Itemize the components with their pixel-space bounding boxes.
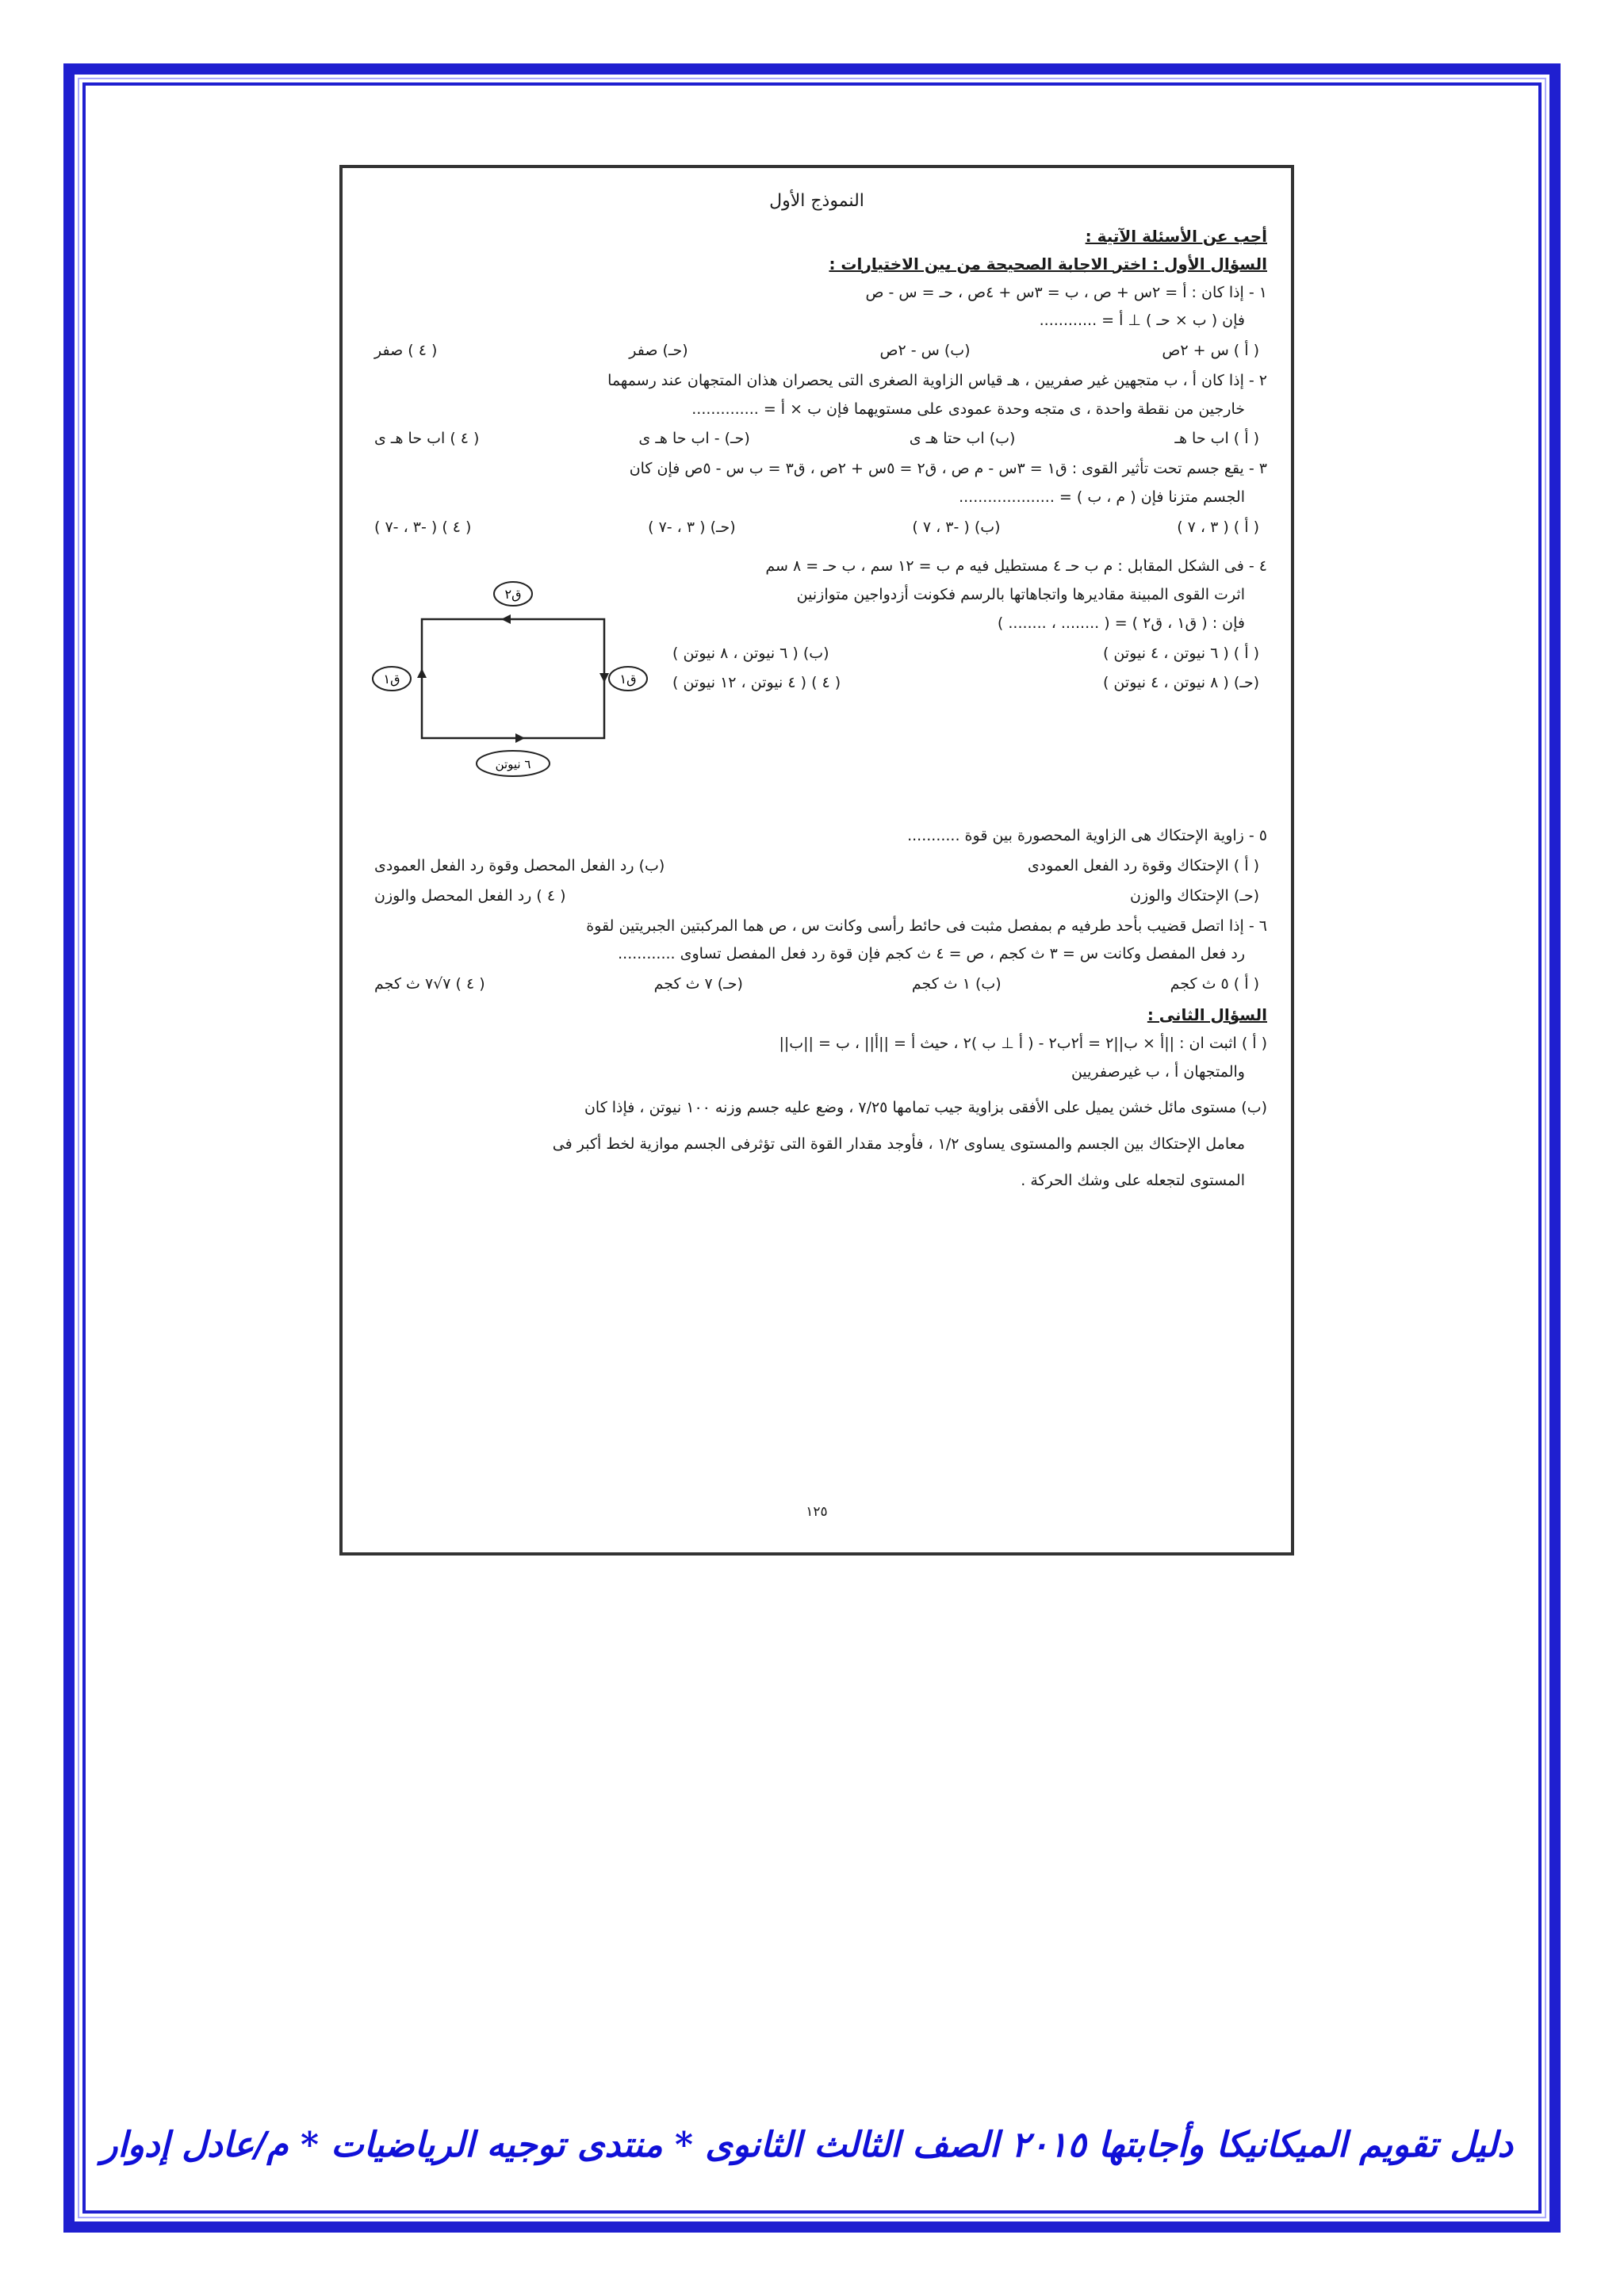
item4-options-row1: [672, 645, 1259, 664]
item6-option-b: (ب) ١ ث كجم: [911, 975, 1002, 993]
figure-label-bottom: ٦ نيوتن: [495, 757, 531, 772]
item3-line1: ٣ - يقع جسم تحت تأثير القوى : ق١ = ٣س - م ص ، ق٢ = ٥س + ٢ص ، ق٣ = ب س - ٥ص فإن كان: [629, 460, 1267, 477]
figure-arrow-left: [417, 668, 427, 678]
item2-line1: ٢ - إذا كان أ ، ب متجهين غير صفريين ، هـ قياس الزاوية الصغرى التى يحصران هذان المتجهان عند رسمهما: [607, 371, 1267, 389]
item3-option-a: ( أ ) ( ٣ ، ٧ ): [1177, 518, 1259, 536]
q1-heading: السؤال الأول : اختر الاجابة الصحيحة من بين الاختيارات :: [829, 254, 1267, 274]
q2b-line1: (ب) مستوى مائل خشن يميل على الأفقى بزاوية جيب تمامها ٧/٢٥ ، وضع عليه جسم وزنه ١٠٠ نيوتن ، فإذا كان: [584, 1099, 1267, 1117]
item3-option-c: (حـ) ( ٣ ، -٧ ): [648, 518, 736, 536]
item6-line1: ٦ - إذا اتصل قضيب بأحد طرفيه م بمفصل مثبت فى حائط رأسى وكانت س ، ص هما المركبتين الجبريتين لقوة: [586, 916, 1267, 935]
item2-option-a: ( أ ) اب حا هـ: [1174, 430, 1259, 448]
item5-option-b: (ب) رد الفعل المحصل وقوة رد الفعل العمودى: [374, 857, 665, 874]
item2-line2: خارجين من نقطة واحدة ، ى متجه وحدة عمودى على مستويهما فإن ب × أ = ..............: [691, 400, 1245, 418]
item6-option-d: ( ٤ ) ٧√٧ ث كجم: [374, 975, 485, 993]
instruction: أجب عن الأسئلة الآتية :: [1085, 226, 1267, 246]
item3-options: [374, 519, 1259, 538]
figure-arrow-right: [599, 673, 609, 683]
item4-line1: ٤ - فى الشكل المقابل : م ب حـ ٤ مستطيل فيه م ب = ١٢ سم ، ب حـ = ٨ سم: [765, 557, 1267, 576]
item4-options-row2: [672, 674, 1259, 693]
figure-label-right: ق١: [619, 672, 637, 687]
footer-credit-line: دليل تقويم الميكانيكا وأجابتها ٢٠١٥ الصف الثالث الثانوى * منتدى توجيه الرياضيات * م/عادل إدوار: [101, 2125, 1513, 2165]
item5-options-row1: [374, 857, 1259, 876]
figure-rectangle: [422, 619, 604, 738]
item4-line2: اثرت القوى المبينة مقاديرها واتجاهاتها بالرسم فكونت أزدواجين متوازنين: [796, 586, 1245, 603]
model-title: النموذج الأول: [769, 191, 864, 211]
q2a-line2: والمتجهان أ ، ب غيرصفريين: [1071, 1062, 1245, 1081]
item4-option-b: (ب) ( ٦ نيوتن ، ٨ نيوتن ): [672, 644, 829, 662]
item3-option-d: ( ٤ ) ( -٣ ، -٧ ): [374, 518, 472, 536]
item3-option-b: (ب) ( -٣ ، ٧ ): [912, 518, 1001, 536]
item6-options: [374, 975, 1259, 994]
q2b-line2: معامل الإحتكاك بين الجسم والمستوى يساوى ١/٢ ، فأوجد مقدار القوة التى تؤثرفى الجسم موازية لخط أكبر فى: [552, 1135, 1245, 1153]
item5-option-a: ( أ ) الإحتكاك وقوة رد الفعل العمودى: [1027, 857, 1259, 874]
item1-option-c: (حـ) صفر: [629, 342, 688, 359]
item1-line1: ١ - إذا كان : أ = ٢س + ص ، ب = ٣س + ٤ص ، حـ = س - ص: [865, 283, 1267, 301]
rectangle-forces-figure: [366, 580, 652, 809]
figure-arrow-bottom: [515, 733, 525, 743]
item5-option-d: ( ٤ ) رد الفعل المحصل والوزن: [374, 886, 566, 905]
item4-line3: فإن : ( ق١ ، ق٢ ) = ( ........ ، ........ ): [997, 614, 1245, 632]
item2-option-d: ( ٤ ) اب حا هـ ى: [374, 430, 480, 448]
item4-block: [366, 548, 1267, 817]
item2-option-b: (ب) اب حتا هـ ى: [909, 430, 1016, 448]
exam-page: [339, 165, 1294, 1556]
item1-option-d: ( ٤ ) صفر: [374, 342, 438, 359]
page-number: ١٢٥: [806, 1503, 828, 1520]
item3-line2: الجسم متزنا فإن ( م ، ب ) = ....................: [959, 488, 1245, 506]
item2-options: [374, 430, 1259, 449]
item1-line2: فإن ( ب × حـ ) ⊥ أ = ............: [1039, 312, 1245, 330]
item6-option-a: ( أ ) ٥ ث كجم: [1170, 975, 1259, 993]
item4-text: [665, 548, 1267, 704]
item4-option-a: ( أ ) ( ٦ نيوتن ، ٤ نيوتن ): [1102, 644, 1259, 662]
item1-option-a: ( أ ) س + ٢ص: [1162, 342, 1259, 359]
figure-arrow-top: [501, 614, 511, 624]
q2b-line3: المستوى لتجعله على وشك الحركة .: [1021, 1171, 1245, 1189]
item4-option-c: (حـ) ( ٨ نيوتن ، ٤ نيوتن ): [1102, 674, 1259, 692]
item6-line2: رد فعل المفصل وكانت س = ٣ ث كجم ، ص = ٤ ث كجم فإن قوة رد فعل المفصل تساوى ............: [618, 945, 1245, 963]
item5-options-row2: [374, 887, 1259, 906]
q2-heading: السؤال الثانى :: [1147, 1004, 1267, 1024]
item2-option-c: (حـ) - اب حا هـ ى: [638, 430, 750, 448]
figure-label-left: ق١: [383, 672, 400, 687]
item6-option-c: (حـ) ٧ ث كجم: [653, 975, 743, 993]
item1-options: [374, 342, 1259, 361]
item4-option-d: ( ٤ ) ( ٤ نيوتن ، ١٢ نيوتن ): [672, 674, 841, 692]
item5-line1: ٥ - زاوية الإحتكاك هى الزاوية المحصورة بين قوة ...........: [907, 827, 1267, 845]
item5-option-c: (حـ) الإحتكاك والوزن: [1130, 886, 1259, 905]
item1-option-b: (ب) س - ٢ص: [879, 342, 971, 359]
figure-label-top: ق٢: [504, 587, 522, 603]
q2a-line1: ( أ ) اثبت ان : ||أ × ب||٢ = أ٢ب٢ - ( أ ⊥ ب )٢ ، حيث أ = ||أ|| ، ب = ||ب||: [779, 1034, 1267, 1052]
